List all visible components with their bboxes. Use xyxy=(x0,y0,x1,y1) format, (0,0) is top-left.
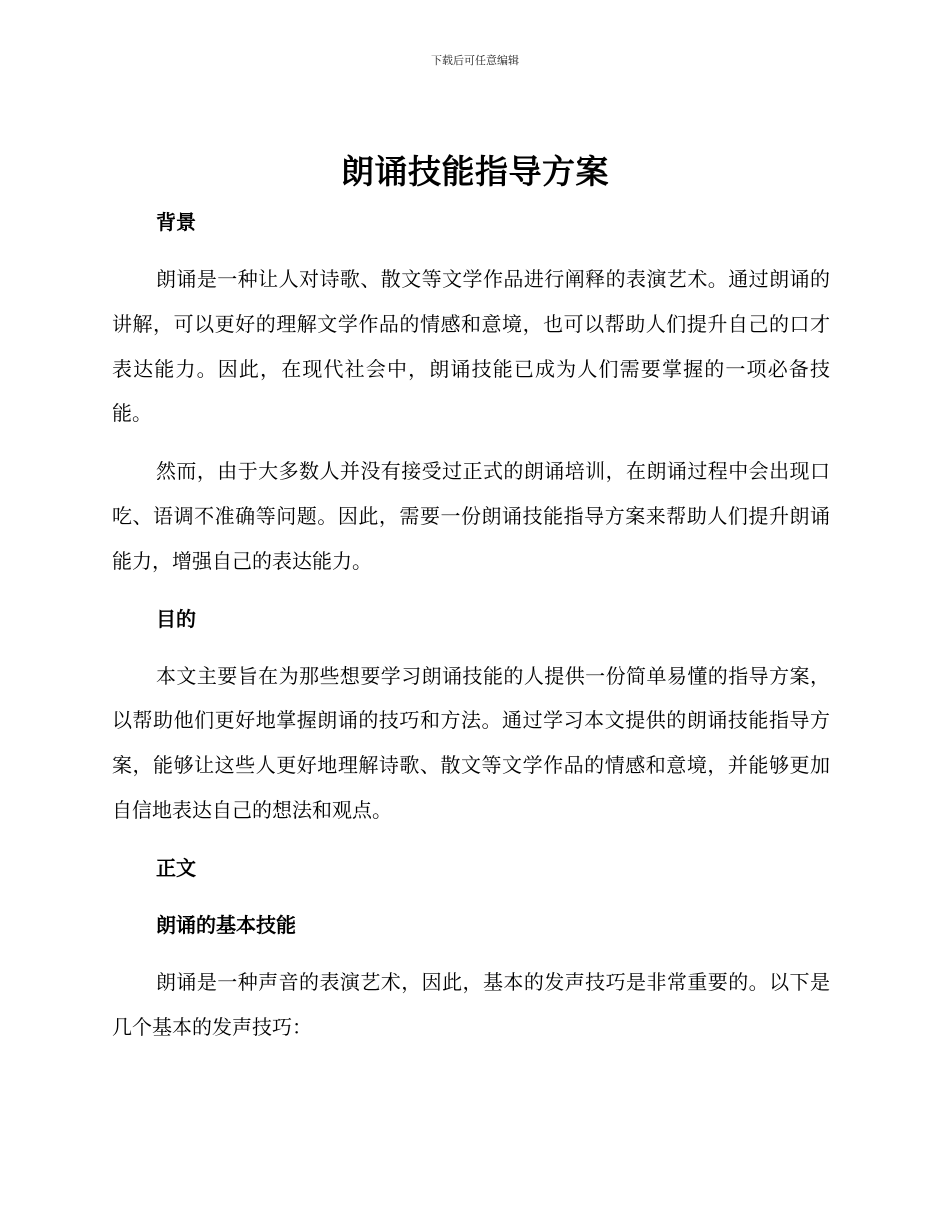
section-heading-purpose: 目的 xyxy=(156,606,196,631)
paragraph-purpose-1: 本文主要旨在为那些想要学习朗诵技能的人提供一份简单易懂的指导方案，以帮助他们更好地掌握朗诵的技巧和方法。通过学习本文提供的朗诵技能指导方案，能够让这些人更好地理解诗歌、散文等文学作品的情感和意境，并能够更加自信地表达自己的想法和观点。 xyxy=(112,663,830,822)
header-note: 下载后可任意编辑 xyxy=(431,54,519,67)
document-title: 朗诵技能指导方案 xyxy=(341,152,609,191)
paragraph-background-1: 朗诵是一种让人对诗歌、散文等文学作品进行阐释的表演艺术。通过朗诵的讲解，可以更好的理解文学作品的情感和意境，也可以帮助人们提升自己的口才表达能力。因此，在现代社会中，朗诵技能已成为人们需要掌握的一项必备技能。 xyxy=(112,267,830,426)
document-body xyxy=(112,200,830,1049)
section-heading-background: 背景 xyxy=(156,210,196,234)
paragraph-basic-skills-1: 朗诵是一种声音的表演艺术，因此，基本的发声技巧是非常重要的。以下是几个基本的发声技巧： xyxy=(112,969,830,1039)
subsection-heading-basic-skills: 朗诵的基本技能 xyxy=(156,912,296,937)
section-heading-body: 正文 xyxy=(156,855,196,880)
paragraph-background-2: 然而，由于大多数人并没有接受过正式的朗诵培训，在朗诵过程中会出现口吃、语调不准确等问题。因此，需要一份朗诵技能指导方案来帮助人们提升朗诵能力，增强自己的表达能力。 xyxy=(112,459,830,573)
